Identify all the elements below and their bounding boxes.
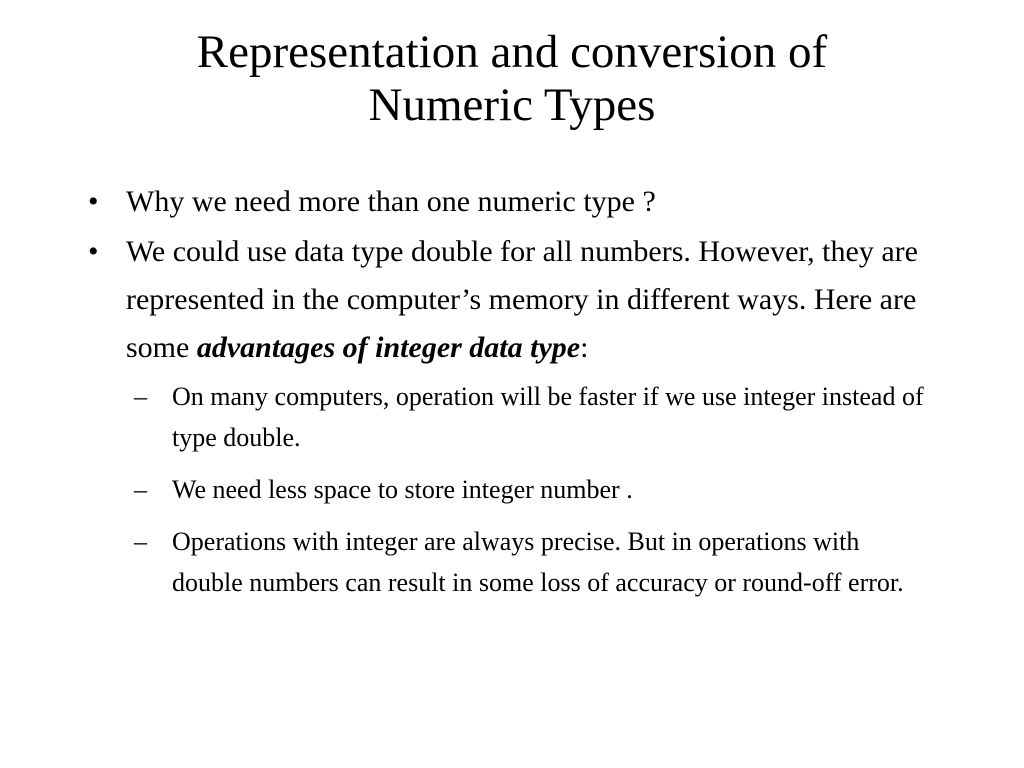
bullet-text: Why we need more than one numeric type ?: [126, 185, 656, 218]
sub-bullet-item: [134, 469, 934, 510]
bullet-item: [88, 228, 948, 603]
bullet-list: [88, 178, 948, 614]
sub-bullet-text: Operations with integer are always precise. But in operations with double numbers can result in some loss of accuracy or round-off error.: [172, 527, 904, 597]
dash-icon: –: [134, 527, 147, 556]
slide-title-line-1: Representation and conversion of: [196, 26, 828, 78]
bullet-item: [88, 178, 948, 226]
bullet-dot-icon: •: [88, 235, 99, 268]
bullet-dot-icon: •: [88, 185, 99, 218]
sub-bullet-item: [134, 521, 934, 603]
bullet-suffix: :: [580, 331, 589, 364]
dash-icon: –: [134, 475, 147, 504]
bullet-text-main: We could use data type double for all numbers. However, they are represented in the computer’s memory in different ways. Here are some: [126, 235, 918, 364]
sub-bullet-text: On many computers, operation will be faster if we use integer instead of type double.: [172, 382, 924, 452]
slide-title: [70, 26, 954, 132]
slide-title-line-2: Numeric Types: [368, 79, 656, 131]
bullet-text: [126, 228, 948, 372]
dash-icon: –: [134, 382, 147, 411]
sub-bullet-item: [134, 376, 934, 458]
bullet-emphasis: advantages of integer data type: [196, 331, 581, 364]
sub-bullet-list: [134, 376, 934, 603]
sub-bullet-text: We need less space to store integer number .: [172, 475, 633, 504]
